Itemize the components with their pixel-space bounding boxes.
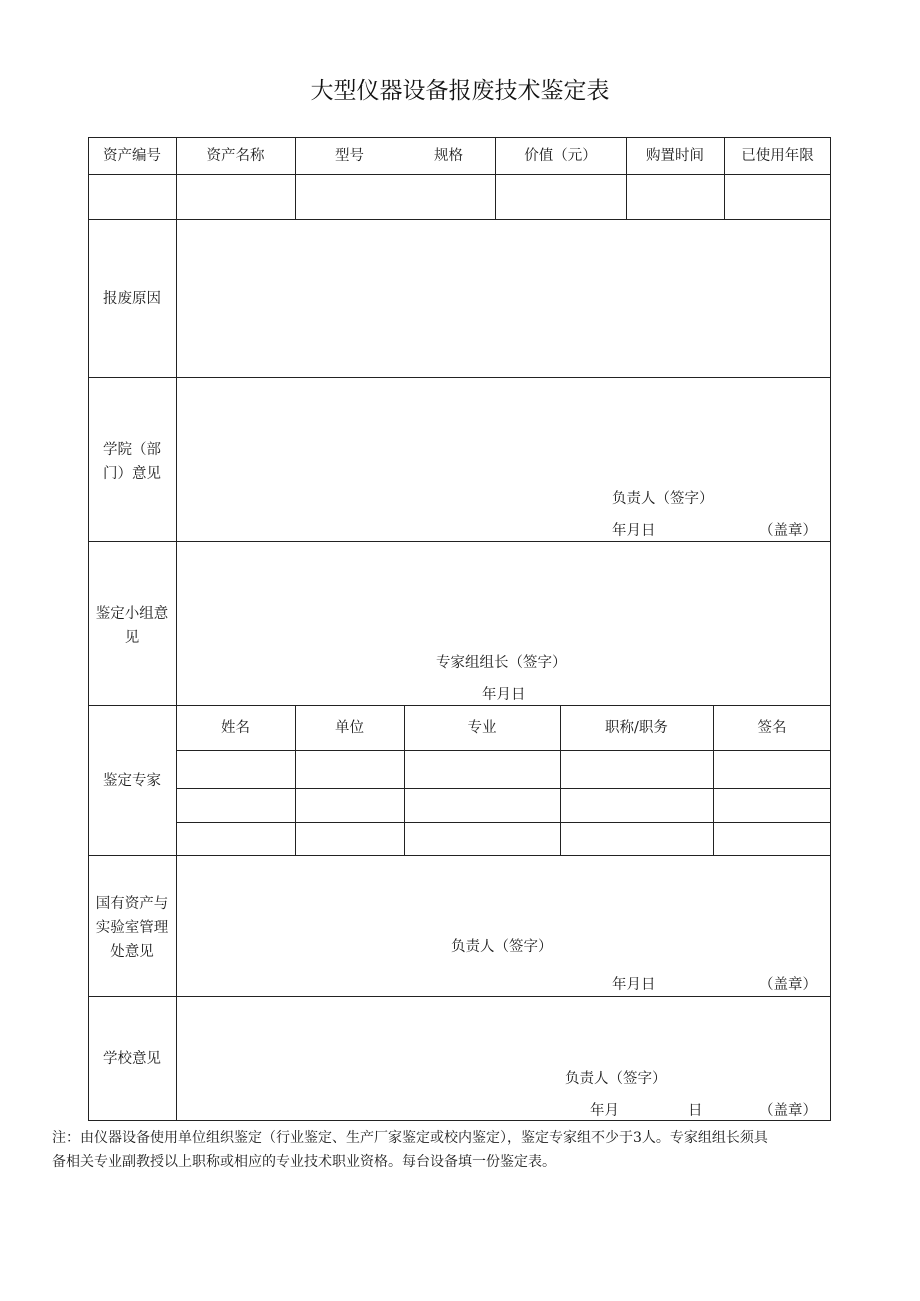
expert-col-name: 姓名: [221, 720, 250, 736]
college-opinion-label-line1: 学院（部: [103, 442, 161, 458]
form-title: 大型仪器设备报废技术鉴定表: [310, 78, 610, 104]
header-asset-no: 资产编号: [103, 148, 161, 164]
form-note: [52, 1126, 887, 1174]
assets-office-date-label: 年月日: [612, 977, 656, 993]
row-divider: [88, 219, 831, 220]
label-column-divider: [176, 137, 177, 1121]
expert-col-major: 专业: [467, 720, 497, 736]
group-opinion-label-line2: 见: [124, 630, 140, 646]
expert-col-signature: 签名: [757, 720, 787, 736]
assets-office-label-line3: 处意见: [110, 944, 154, 960]
expert-row-divider: [176, 788, 831, 789]
row-divider: [88, 855, 831, 856]
college-date-label: 年月日: [612, 523, 656, 539]
school-seal-label: （盖章）: [759, 1103, 817, 1119]
school-day-label: 日: [688, 1103, 703, 1119]
group-date-label: 年月日: [482, 687, 526, 703]
school-signature-label: 负责人（签字）: [565, 1071, 667, 1087]
form-note-line2: 备相关专业副教授以上职称或相应的专业技术职业资格。每台设备填一份鉴定表。: [52, 1154, 556, 1170]
header-value: 价值（元）: [524, 148, 597, 164]
group-opinion-label-line1: 鉴定小组意: [95, 606, 169, 622]
scrap-reason-label: 报废原因: [103, 291, 161, 307]
college-seal-label: （盖章）: [759, 523, 817, 539]
assets-office-seal-label: （盖章）: [759, 977, 817, 993]
form-note-line1: 注：由仪器设备使用单位组织鉴定（行业鉴定、生产厂家鉴定或校内鉴定），鉴定专家组不少于3人。专家组组长须具: [52, 1130, 768, 1146]
row-divider: [88, 377, 831, 378]
assets-office-signature-label: 负责人（签字）: [451, 939, 553, 955]
header-years-used: 已使用年限: [741, 148, 814, 164]
group-leader-signature-label: 专家组组长（签字）: [436, 655, 567, 671]
row-divider: [88, 174, 831, 175]
experts-label: 鉴定专家: [103, 773, 161, 789]
college-opinion-label-line2: 门）意见: [103, 466, 161, 482]
college-signature-label: 负责人（签字）: [612, 491, 714, 507]
header-model: 型号: [335, 148, 364, 164]
expert-row-divider: [176, 822, 831, 823]
row-divider: [88, 996, 831, 997]
assets-office-label-line1: 国有资产与: [95, 896, 169, 912]
col-divider: [295, 137, 296, 220]
expert-col-title: 职称/职务: [605, 720, 668, 736]
header-asset-name: 资产名称: [206, 148, 265, 164]
header-purchase-time: 购置时间: [646, 148, 704, 164]
row-divider: [88, 705, 831, 706]
row-divider: [88, 541, 831, 542]
expert-col-unit: 单位: [335, 720, 364, 736]
expert-row-divider: [176, 750, 831, 751]
school-year-month-label: 年月: [590, 1103, 619, 1119]
school-opinion-label: 学校意见: [103, 1051, 161, 1067]
appraisal-form-table: [88, 137, 831, 1121]
header-spec: 规格: [434, 148, 463, 164]
assets-office-label-line2: 实验室管理: [95, 920, 169, 936]
